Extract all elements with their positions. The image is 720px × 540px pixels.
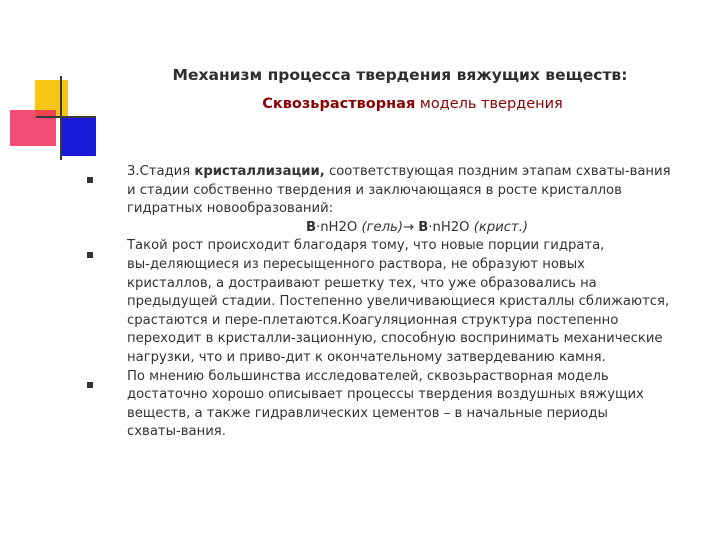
decor-horizontal-line (36, 116, 96, 118)
subtitle-rest: модель твердения (415, 96, 563, 112)
text-segment: кристаллизации, (194, 164, 325, 179)
text-line (127, 182, 707, 201)
bullet-square-icon (87, 177, 93, 183)
bullet-list (127, 163, 707, 442)
bullet-square-icon (87, 382, 93, 388)
text-line (127, 237, 707, 256)
text-line (127, 349, 707, 368)
text-segment: Такой рост происходит благодаря тому, что новые порции гидрата, (127, 238, 605, 254)
bullet-square-icon (87, 252, 93, 258)
text-segment: По мнению большинства исследователей, сквозьрастворная модель (127, 368, 609, 384)
text-line (127, 293, 707, 312)
text-segment: (гель) (361, 219, 403, 235)
text-line (127, 405, 707, 424)
text-segment: (крист.) (473, 219, 529, 235)
text-line (127, 256, 707, 275)
text-segment: предыдущей стадии. Постепенно увеличивающиеся кристаллы сближаются, (127, 294, 670, 310)
text-segment: срастаются и пере-плетаются.Коагуляционная структура постепенно (127, 312, 619, 328)
text-line (127, 163, 707, 182)
decor-blue-square (60, 118, 96, 156)
text-line (127, 423, 707, 442)
text-segment: ·nH2O (428, 219, 474, 235)
slide-title: Механизм процесса твердения вяжущих веществ: (172, 66, 628, 84)
text-line (127, 200, 707, 219)
text-segment: вы-деляющиеся из пересыщенного раствора, не образуют новых (127, 256, 585, 272)
decor-vertical-line (60, 76, 62, 160)
slide-subtitle (180, 96, 645, 112)
text-segment: гидратных новообразований: (127, 201, 334, 217)
bullet-item (127, 163, 707, 237)
text-line (127, 219, 707, 238)
bullet-item (127, 237, 707, 367)
text-line (127, 275, 707, 294)
text-segment: кристаллов, а достраивают решетку тех, что уже образовались на (127, 275, 597, 291)
text-segment: В (305, 219, 316, 235)
text-segment: и стадии собственно твердения и заключающаяся в росте кристаллов (127, 182, 622, 198)
text-segment: нагрузки, что и приво-дит к окончательному затвердеванию камня. (127, 349, 606, 365)
text-segment: схваты-вания. (127, 424, 226, 440)
text-segment: → (402, 219, 419, 235)
text-line (127, 330, 707, 349)
text-segment: переходит в кристалли-зационную, способную воспринимать механические (127, 331, 663, 347)
text-segment: веществ, а также гидравлических цементов – в начальные периоды (127, 405, 608, 421)
text-segment: ·nH2O (316, 219, 362, 235)
text-segment: достаточно хорошо описывает процессы твердения воздушных вяжущих (127, 387, 644, 403)
text-line (127, 386, 707, 405)
text-segment: 3.Стадия (127, 164, 195, 179)
text-line (127, 368, 707, 387)
subtitle-bold: Сквозьрастворная (262, 96, 416, 112)
bullet-item (127, 368, 707, 442)
text-segment: соответствующая поздним этапам схваты-вания (324, 164, 671, 179)
text-line (127, 312, 707, 331)
text-segment: В (418, 219, 429, 235)
